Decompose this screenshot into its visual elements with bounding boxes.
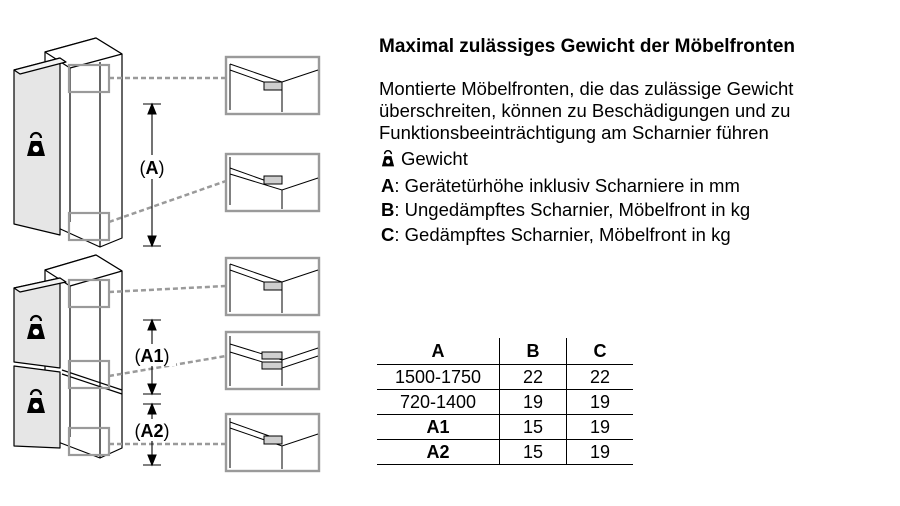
connector-lines	[109, 78, 226, 444]
legend-key: B	[381, 199, 395, 220]
table-row	[377, 365, 633, 390]
legend-text: : Gedämpftes Scharnier, Möbelfront in kg	[394, 223, 731, 245]
hinge-diagram	[0, 0, 340, 506]
table-cell: 1500-1750	[377, 365, 500, 390]
table-row	[377, 440, 633, 465]
table-cell: 22	[500, 365, 567, 390]
table-row	[377, 415, 633, 440]
table-cell: 19	[500, 390, 567, 415]
table-cell: 22	[567, 365, 634, 390]
section-heading: Maximal zulässiges Gewicht der Möbelfronten	[379, 36, 795, 57]
table-row	[377, 390, 633, 415]
legend-item-c	[381, 223, 750, 248]
legend-text: : Ungedämpftes Scharnier, Möbelfront in kg	[394, 199, 751, 220]
table-cell: 15	[500, 415, 567, 440]
legend-item-weight	[381, 147, 750, 174]
legend-text: Gewicht	[401, 148, 468, 169]
svg-text:(A1)	[134, 346, 169, 366]
column-header: C	[567, 338, 634, 365]
table-cell: 15	[500, 440, 567, 465]
lower-doors	[14, 278, 66, 448]
hinge-detail-views	[226, 57, 319, 471]
dimension-paren: (	[134, 346, 141, 366]
dimension-paren: )	[163, 421, 170, 441]
table-cell: 19	[567, 440, 634, 465]
table-cell: A2	[377, 440, 500, 465]
dimension-label-a: A	[145, 158, 159, 178]
legend-list	[381, 147, 750, 247]
table-cell: 720-1400	[377, 390, 500, 415]
table-cell: A1	[377, 415, 500, 440]
dimension-paren: )	[163, 346, 170, 366]
svg-text:(A)	[140, 158, 165, 178]
column-header: A	[377, 338, 500, 365]
weight-icon	[381, 149, 401, 174]
legend-key: C	[381, 223, 395, 245]
dimension-paren: (	[134, 421, 141, 441]
intro-text: Montierte Möbelfronten, die das zulässige Gewicht überschreiten, können zu Beschädigungen und zu Funktionsbeeinträchtigung am Scharnier führen	[379, 78, 794, 143]
table-cell: 19	[567, 415, 634, 440]
dimension-label-a1: A1	[140, 346, 164, 366]
dimension-label-a2: A2	[140, 421, 164, 441]
dimension-paren: )	[158, 158, 165, 178]
weight-table	[377, 338, 633, 465]
legend-text: : Gerätetürhöhe inklusiv Scharniere in mm	[394, 174, 740, 196]
legend-item-b	[381, 198, 750, 223]
dimension-paren: (	[139, 158, 146, 178]
column-header: B	[500, 338, 567, 365]
legend-item-a	[381, 174, 750, 199]
table-header-row	[377, 338, 633, 365]
svg-text:(A2)	[134, 421, 169, 441]
legend-key: A	[381, 174, 395, 196]
table-cell: 19	[567, 390, 634, 415]
